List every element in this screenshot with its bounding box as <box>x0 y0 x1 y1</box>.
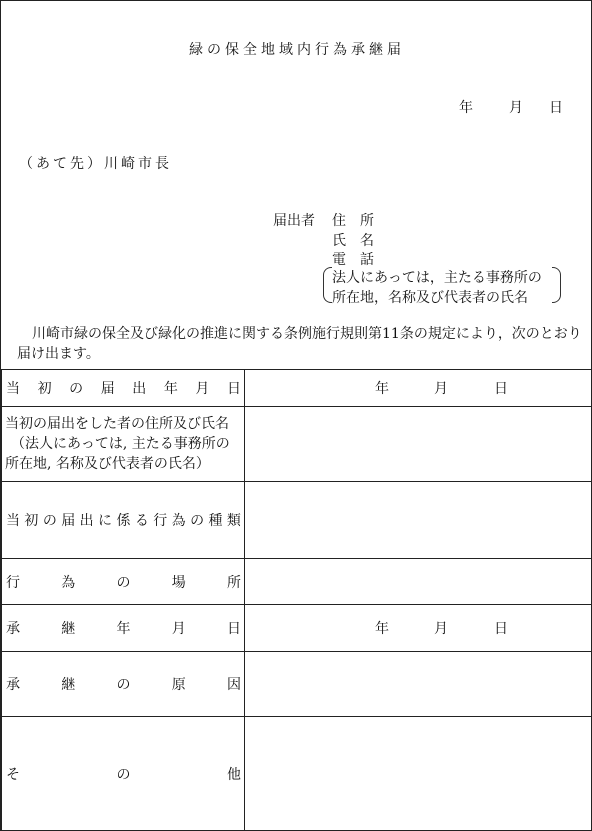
applicant-address-label: 住所 <box>332 213 388 229</box>
date-year-label: 年 <box>459 100 473 116</box>
applicant-name-label: 氏名 <box>332 233 388 249</box>
label-original-date: 当 初 の 届 出 年 月 日 <box>2 370 245 407</box>
value-action-location[interactable] <box>245 559 592 605</box>
applicant-phone-label: 電話 <box>332 252 388 268</box>
addressee: （あて先）川崎市長 <box>19 156 172 172</box>
date-month-label: 月 <box>509 100 523 116</box>
right-bracket <box>552 267 561 303</box>
table-row <box>2 652 592 717</box>
table-row <box>2 407 592 482</box>
value-other[interactable] <box>245 717 592 831</box>
value-original-applicant[interactable] <box>245 407 592 482</box>
month-label: 月 <box>434 381 448 397</box>
corporate-note-line2: 所在地，名称及び代表者の氏名 <box>332 290 528 306</box>
month-label: 月 <box>434 621 448 637</box>
day-label: 日 <box>494 381 508 397</box>
year-label: 年 <box>375 621 389 637</box>
table-row <box>2 559 592 605</box>
label-other: そ の 他 <box>2 717 245 831</box>
corporate-note <box>323 267 561 305</box>
table-row <box>2 605 592 652</box>
table-row <box>2 370 592 407</box>
declaration-text: 川崎市緑の保全及び緑化の推進に関する条例施行規則第11条の規定により，次のとおり届け出ます。 <box>17 326 582 362</box>
label-action-location: 行 為 の 場 所 <box>2 559 245 605</box>
label-succession-date: 承 継 年 月 日 <box>2 605 245 652</box>
date-day-label: 日 <box>549 100 563 116</box>
value-action-type[interactable] <box>245 482 592 559</box>
value-succession-reason[interactable] <box>245 652 592 717</box>
document-title: 緑の保全地域内行為承継届 <box>189 42 405 58</box>
corporate-note-line1: 法人にあっては，主たる事務所の <box>332 270 542 286</box>
left-bracket <box>323 267 332 303</box>
day-label: 日 <box>494 621 508 637</box>
notification-table <box>1 369 592 831</box>
label-original-applicant: 当初の届出をした者の住所及び氏名 （法人にあっては, 主たる事務所の 所在地, 名称及び代表者の氏名） <box>2 407 245 482</box>
table-row <box>2 717 592 831</box>
value-succession-date[interactable] <box>245 605 592 652</box>
table-row <box>2 482 592 559</box>
year-label: 年 <box>375 381 389 397</box>
label-action-type: 当 初 の 届 出 に 係 る 行 為 の 種 類 <box>2 482 245 559</box>
label-succession-reason: 承 継 の 原 因 <box>2 652 245 717</box>
applicant-label: 届出者 <box>273 213 315 229</box>
value-original-date[interactable] <box>245 370 592 407</box>
